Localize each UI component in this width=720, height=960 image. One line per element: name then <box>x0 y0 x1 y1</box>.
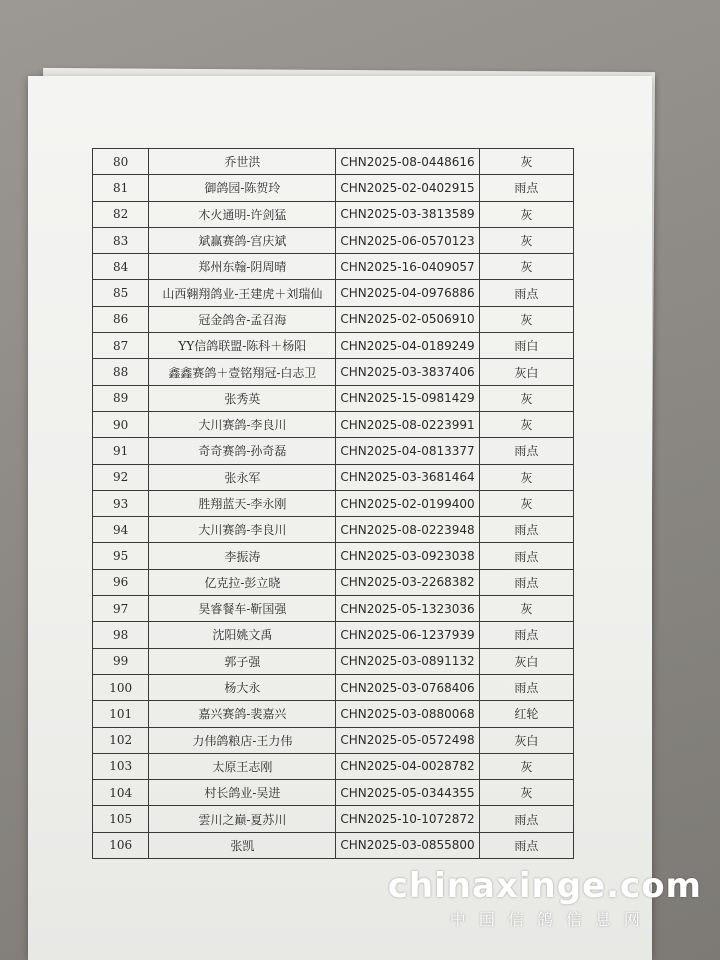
row-number-cell: 86 <box>93 306 149 332</box>
ring-number-cell: CHN2025-02-0402915 <box>336 175 479 201</box>
entrant-name-cell: 鑫鑫赛鸽＋壹铭翔冠-白志卫 <box>149 359 336 385</box>
table-row <box>93 175 574 201</box>
feather-color-cell: 灰白 <box>479 359 573 385</box>
feather-color-cell: 雨点 <box>479 806 573 832</box>
feather-color-cell: 灰 <box>479 464 573 490</box>
entrant-name-cell: 雲川之巅-夏苏川 <box>149 806 336 832</box>
ring-number-cell: CHN2025-04-0976886 <box>336 280 479 306</box>
row-number-cell: 84 <box>93 254 149 280</box>
ring-number-cell: CHN2025-16-0409057 <box>336 254 479 280</box>
entrant-name-cell: 昊睿餐车-靳国强 <box>149 596 336 622</box>
table-row <box>93 227 574 253</box>
row-number-cell: 93 <box>93 490 149 516</box>
entrant-name-cell: 太原王志刚 <box>149 753 336 779</box>
entrant-name-cell: 大川赛鸽-李良川 <box>149 411 336 437</box>
entrant-name-cell: 杨大永 <box>149 674 336 700</box>
feather-color-cell: 红轮 <box>479 701 573 727</box>
feather-color-cell: 雨白 <box>479 333 573 359</box>
ring-number-cell: CHN2025-10-1072872 <box>336 806 479 832</box>
entrant-name-cell: 沈阳姚文禹 <box>149 622 336 648</box>
feather-color-cell: 灰 <box>479 490 573 516</box>
entrant-name-cell: 郭子强 <box>149 648 336 674</box>
row-number-cell: 80 <box>93 149 149 175</box>
table-row <box>93 543 574 569</box>
ring-number-cell: CHN2025-03-3813589 <box>336 201 479 227</box>
row-number-cell: 82 <box>93 201 149 227</box>
row-number-cell: 104 <box>93 780 149 806</box>
feather-color-cell: 灰 <box>479 780 573 806</box>
feather-color-cell: 雨点 <box>479 280 573 306</box>
entrant-name-cell: 胜翔蓝天-李永刚 <box>149 490 336 516</box>
entrant-name-cell: 嘉兴赛鸽-裴嘉兴 <box>149 701 336 727</box>
row-number-cell: 85 <box>93 280 149 306</box>
row-number-cell: 95 <box>93 543 149 569</box>
feather-color-cell: 灰 <box>479 306 573 332</box>
ring-number-cell: CHN2025-05-0344355 <box>336 780 479 806</box>
feather-color-cell: 灰 <box>479 201 573 227</box>
table-row <box>93 753 574 779</box>
feather-color-cell: 雨点 <box>479 175 573 201</box>
entrant-name-cell: 冠金鸽舍-孟召海 <box>149 306 336 332</box>
table-row <box>93 674 574 700</box>
table-row <box>93 201 574 227</box>
row-number-cell: 106 <box>93 832 149 858</box>
paper-sheet <box>28 76 652 960</box>
entrant-name-cell: 张永军 <box>149 464 336 490</box>
feather-color-cell: 灰 <box>479 596 573 622</box>
feather-color-cell: 雨点 <box>479 543 573 569</box>
feather-color-cell: 雨点 <box>479 517 573 543</box>
entrant-name-cell: 村长鸽业-吴进 <box>149 780 336 806</box>
entrant-name-cell: 亿克拉-彭立晓 <box>149 569 336 595</box>
entrant-name-cell: 斌赢赛鸽-宫庆斌 <box>149 227 336 253</box>
table-row <box>93 490 574 516</box>
table-row <box>93 359 574 385</box>
entrant-name-cell: 木火通明-许剑猛 <box>149 201 336 227</box>
ring-number-cell: CHN2025-03-3837406 <box>336 359 479 385</box>
results-table-body <box>93 149 574 859</box>
ring-number-cell: CHN2025-02-0199400 <box>336 490 479 516</box>
feather-color-cell: 灰白 <box>479 727 573 753</box>
row-number-cell: 92 <box>93 464 149 490</box>
feather-color-cell: 灰 <box>479 753 573 779</box>
table-row <box>93 149 574 175</box>
table-row <box>93 701 574 727</box>
row-number-cell: 90 <box>93 411 149 437</box>
ring-number-cell: CHN2025-03-2268382 <box>336 569 479 595</box>
table-row <box>93 622 574 648</box>
row-number-cell: 101 <box>93 701 149 727</box>
table-row <box>93 517 574 543</box>
ring-number-cell: CHN2025-05-1323036 <box>336 596 479 622</box>
table-row <box>93 280 574 306</box>
feather-color-cell: 雨点 <box>479 438 573 464</box>
ring-number-cell: CHN2025-04-0028782 <box>336 753 479 779</box>
ring-number-cell: CHN2025-03-0768406 <box>336 674 479 700</box>
ring-number-cell: CHN2025-06-0570123 <box>336 227 479 253</box>
table-row <box>93 832 574 858</box>
feather-color-cell: 雨点 <box>479 832 573 858</box>
watermark-site-name: 中国信鸽信息网 <box>449 910 653 929</box>
entrant-name-cell: 大川赛鸽-李良川 <box>149 517 336 543</box>
entrant-name-cell: YY信鸽联盟-陈科＋杨阳 <box>149 333 336 359</box>
feather-color-cell: 雨点 <box>479 622 573 648</box>
entrant-name-cell: 李振涛 <box>149 543 336 569</box>
row-number-cell: 83 <box>93 227 149 253</box>
table-row <box>93 464 574 490</box>
ring-number-cell: CHN2025-08-0223991 <box>336 411 479 437</box>
row-number-cell: 91 <box>93 438 149 464</box>
table-row <box>93 596 574 622</box>
entrant-name-cell: 山西翱翔鸽业-王建虎＋刘瑞仙 <box>149 280 336 306</box>
ring-number-cell: CHN2025-04-0813377 <box>336 438 479 464</box>
watermark-domain: chinaxinge.com <box>387 866 702 906</box>
ring-number-cell: CHN2025-03-0923038 <box>336 543 479 569</box>
table-row <box>93 411 574 437</box>
ring-number-cell: CHN2025-02-0506910 <box>336 306 479 332</box>
ring-number-cell: CHN2025-08-0223948 <box>336 517 479 543</box>
ring-number-cell: CHN2025-08-0448616 <box>336 149 479 175</box>
row-number-cell: 103 <box>93 753 149 779</box>
ring-number-cell: CHN2025-03-0891132 <box>336 648 479 674</box>
feather-color-cell: 雨点 <box>479 569 573 595</box>
row-number-cell: 96 <box>93 569 149 595</box>
row-number-cell: 99 <box>93 648 149 674</box>
table-row <box>93 569 574 595</box>
entrant-name-cell: 张凯 <box>149 832 336 858</box>
table-row <box>93 648 574 674</box>
site-watermark <box>388 864 702 932</box>
entrant-name-cell: 郑州东翰-阴周晴 <box>149 254 336 280</box>
row-number-cell: 97 <box>93 596 149 622</box>
table-row <box>93 306 574 332</box>
row-number-cell: 87 <box>93 333 149 359</box>
ring-number-cell: CHN2025-03-3681464 <box>336 464 479 490</box>
row-number-cell: 98 <box>93 622 149 648</box>
table-row <box>93 780 574 806</box>
table-row <box>93 806 574 832</box>
entrant-name-cell: 奇奇赛鸽-孙奇磊 <box>149 438 336 464</box>
ring-number-cell: CHN2025-06-1237939 <box>336 622 479 648</box>
row-number-cell: 100 <box>93 674 149 700</box>
table-row <box>93 254 574 280</box>
feather-color-cell: 灰 <box>479 411 573 437</box>
entrant-name-cell: 乔世洪 <box>149 149 336 175</box>
ring-number-cell: CHN2025-03-0880068 <box>336 701 479 727</box>
table-row <box>93 727 574 753</box>
row-number-cell: 81 <box>93 175 149 201</box>
row-number-cell: 102 <box>93 727 149 753</box>
ring-number-cell: CHN2025-15-0981429 <box>336 385 479 411</box>
ring-number-cell: CHN2025-04-0189249 <box>336 333 479 359</box>
feather-color-cell: 雨点 <box>479 674 573 700</box>
ring-number-cell: CHN2025-05-0572498 <box>336 727 479 753</box>
feather-color-cell: 灰 <box>479 385 573 411</box>
entrant-name-cell: 御鸽园-陈贺玲 <box>149 175 336 201</box>
row-number-cell: 105 <box>93 806 149 832</box>
feather-color-cell: 灰 <box>479 227 573 253</box>
feather-color-cell: 灰 <box>479 254 573 280</box>
feather-color-cell: 灰 <box>479 149 573 175</box>
table-row <box>93 438 574 464</box>
ring-number-cell: CHN2025-03-0855800 <box>336 832 479 858</box>
table-row <box>93 385 574 411</box>
row-number-cell: 88 <box>93 359 149 385</box>
feather-color-cell: 灰白 <box>479 648 573 674</box>
entrant-name-cell: 张秀英 <box>149 385 336 411</box>
row-number-cell: 89 <box>93 385 149 411</box>
table-row <box>93 333 574 359</box>
row-number-cell: 94 <box>93 517 149 543</box>
results-table <box>92 148 574 859</box>
entrant-name-cell: 力伟鸽粮店-王力伟 <box>149 727 336 753</box>
